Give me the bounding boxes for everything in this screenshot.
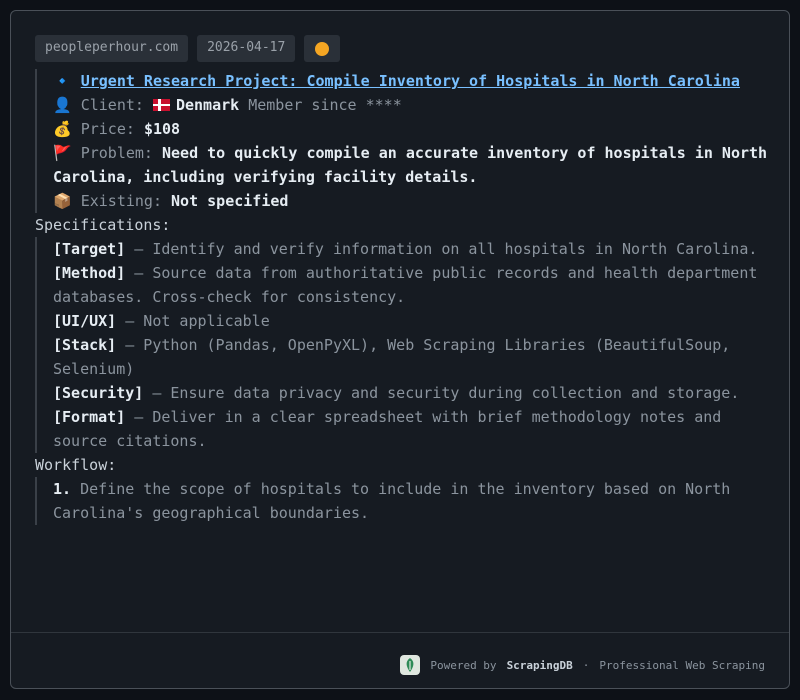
job-card [10,10,790,689]
scrapingdb-logo-icon [400,655,420,675]
problem-label: Problem: [80,144,153,162]
tag-row [35,35,775,63]
money-bag-icon: 💰 [53,120,72,138]
specifications-list [35,237,775,453]
footer-separator: · [582,658,590,672]
price-label: Price: [80,120,135,138]
problem-text: Need to quickly compile an accurate inventory of hospitals in North Carolina, including verifying facility details. [53,144,768,186]
denmark-flag-icon [153,99,170,111]
workflow-item: 1. Define the scope of hospitals to include in the inventory based on North Carolina's geographical boundaries. [53,480,731,522]
package-icon: 📦 [53,192,72,210]
spec-item: [Target] – Identify and verify information on all hospitals in North Carolina. [53,240,758,258]
job-content [35,35,775,607]
specifications-heading: Specifications: [35,216,171,234]
existing-value: Not specified [171,192,289,210]
workflow-list [35,477,775,525]
footer-divider [11,632,789,633]
status-dot-icon [315,42,329,56]
existing-label: Existing: [80,192,162,210]
price-value: $108 [143,120,181,138]
job-title-link[interactable]: Urgent Research Project: Compile Inventory of Hospitals in North Carolina [80,72,740,90]
client-country: Denmark [175,96,240,114]
powered-label: Powered by [430,658,497,672]
workflow-heading: Workflow: [35,456,117,474]
site-tag: peopleperhour.com [35,35,188,62]
user-icon: 👤 [53,96,72,114]
brand-name: ScrapingDB [506,658,573,672]
client-meta: Member since **** [248,96,402,114]
footer [400,655,765,675]
client-label: Client: [80,96,144,114]
diamond-icon: 🔹 [53,72,72,90]
content-fade [35,575,775,607]
summary-block [35,69,775,213]
spec-item: [Stack] – Python (Pandas, OpenPyXL), Web Scraping Libraries (BeautifulSoup, Selenium) [53,336,731,378]
date-tag: 2026-04-17 [197,35,295,62]
spec-item: [Format] – Deliver in a clear spreadsheet with brief methodology notes and source citations. [53,408,722,450]
footer-tagline: Professional Web Scraping [599,658,765,672]
spec-item: [UI/UX] – Not applicable [53,312,270,330]
spec-item: [Security] – Ensure data privacy and security during collection and storage. [53,384,740,402]
spec-item: [Method] – Source data from authoritative public records and health department databases. Cross-check for consistency. [53,264,758,306]
status-tag [304,35,340,62]
flag-icon: 🚩 [53,144,72,162]
